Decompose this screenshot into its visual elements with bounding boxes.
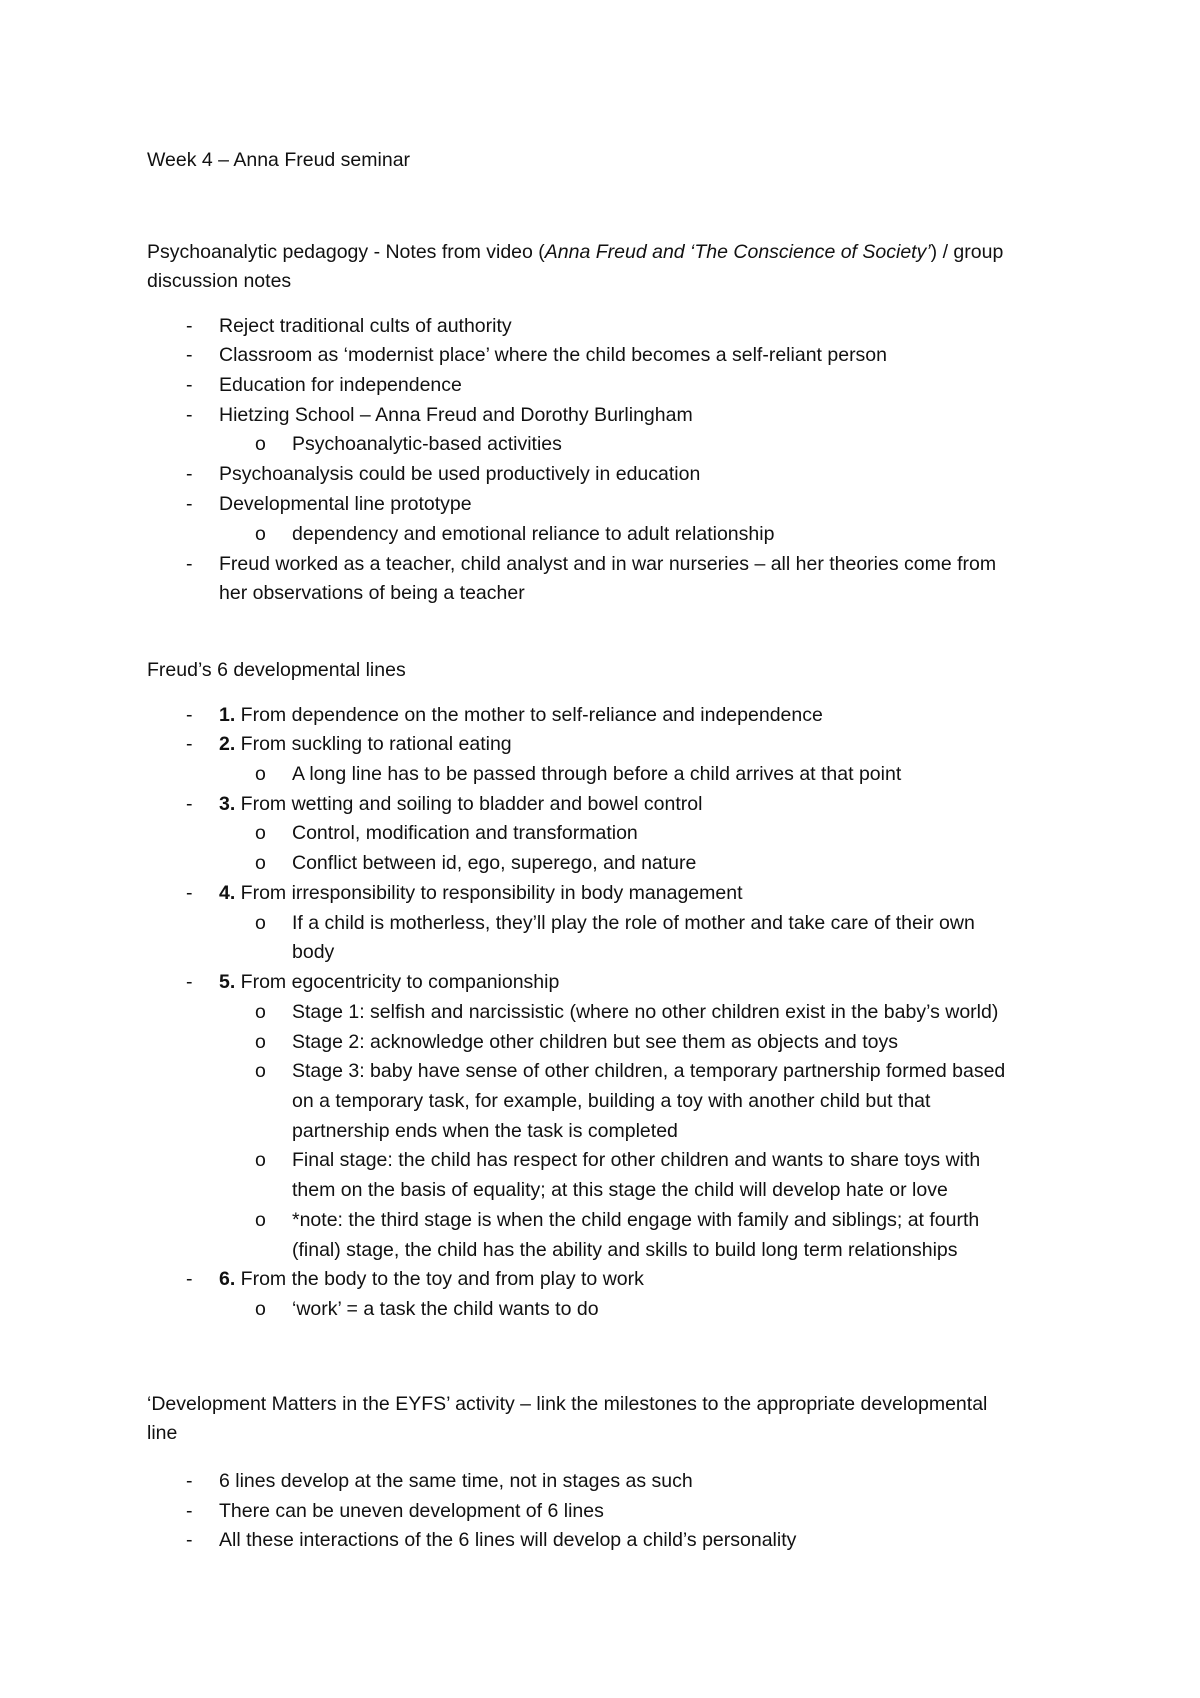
developmental-line-4 bbox=[219, 881, 743, 905]
sub-list-item: If a child is motherless, they’ll play the role of mother and take care of their own bbox=[292, 912, 975, 934]
list-item: 6 lines develop at the same time, not in stages as such bbox=[219, 1470, 693, 1492]
developmental-line-2 bbox=[219, 732, 512, 756]
circle-bullet: o bbox=[255, 433, 266, 455]
developmental-line-6 bbox=[219, 1267, 644, 1291]
list-item-continuation: her observations of being a teacher bbox=[219, 582, 525, 604]
list-item: Hietzing School – Anna Freud and Dorothy Burlingham bbox=[219, 404, 693, 426]
dash-bullet: - bbox=[186, 463, 193, 485]
line-text: From dependence on the mother to self-reliance and independence bbox=[235, 704, 823, 726]
list-item: There can be uneven development of 6 lines bbox=[219, 1500, 604, 1522]
section-heading-developmental-lines: Freud’s 6 developmental lines bbox=[147, 659, 406, 681]
section-heading-continuation: line bbox=[147, 1422, 178, 1444]
circle-bullet: o bbox=[255, 1001, 266, 1023]
section-heading-psychoanalytic-pedagogy bbox=[147, 240, 1003, 264]
dash-bullet: - bbox=[186, 793, 193, 815]
sub-list-item-continuation: body bbox=[292, 941, 335, 963]
dash-bullet: - bbox=[186, 315, 193, 337]
line-text: From wetting and soiling to bladder and bowel control bbox=[235, 793, 703, 815]
dash-bullet: - bbox=[186, 1268, 193, 1290]
line-number: 3. bbox=[219, 793, 236, 815]
list-item: Developmental line prototype bbox=[219, 493, 472, 515]
sub-list-item: ‘work’ = a task the child wants to do bbox=[292, 1298, 599, 1320]
circle-bullet: o bbox=[255, 1149, 266, 1171]
section-heading-development-matters: ‘Development Matters in the EYFS’ activity – link the milestones to the appropriate developmental bbox=[147, 1393, 988, 1415]
dash-bullet: - bbox=[186, 344, 193, 366]
list-item: Psychoanalysis could be used productively in education bbox=[219, 463, 701, 485]
line-number: 6. bbox=[219, 1268, 236, 1290]
developmental-line-3 bbox=[219, 792, 702, 816]
circle-bullet: o bbox=[255, 1209, 266, 1231]
dash-bullet: - bbox=[186, 1500, 193, 1522]
line-number: 2. bbox=[219, 733, 236, 755]
dash-bullet: - bbox=[186, 882, 193, 904]
sub-list-item-continuation: (final) stage, the child has the ability and skills to build long term relationships bbox=[292, 1239, 958, 1261]
sub-list-item: Stage 2: acknowledge other children but see them as objects and toys bbox=[292, 1031, 898, 1053]
line-text: From irresponsibility to responsibility in body management bbox=[235, 882, 743, 904]
circle-bullet: o bbox=[255, 523, 266, 545]
sub-list-item: *note: the third stage is when the child engage with family and siblings; at fourth bbox=[292, 1209, 980, 1231]
line-text: From suckling to rational eating bbox=[235, 733, 512, 755]
heading-text: Psychoanalytic pedagogy - Notes from video ( bbox=[147, 241, 545, 263]
section-heading-continuation: discussion notes bbox=[147, 270, 292, 292]
list-item: All these interactions of the 6 lines will develop a child’s personality bbox=[219, 1529, 797, 1551]
line-number: 5. bbox=[219, 971, 236, 993]
circle-bullet: o bbox=[255, 1060, 266, 1082]
dash-bullet: - bbox=[186, 971, 193, 993]
line-number: 1. bbox=[219, 704, 236, 726]
sub-list-item-continuation: them on the basis of equality; at this stage the child will develop hate or love bbox=[292, 1179, 948, 1201]
dash-bullet: - bbox=[186, 1470, 193, 1492]
developmental-line-5 bbox=[219, 970, 559, 994]
dash-bullet: - bbox=[186, 553, 193, 575]
line-text: From egocentricity to companionship bbox=[235, 971, 560, 993]
heading-text-end: ) / group bbox=[930, 241, 1004, 263]
developmental-line-1 bbox=[219, 703, 823, 727]
circle-bullet: o bbox=[255, 912, 266, 934]
sub-list-item: Control, modification and transformation bbox=[292, 822, 638, 844]
list-item: Freud worked as a teacher, child analyst and in war nurseries – all her theories come from bbox=[219, 553, 997, 575]
dash-bullet: - bbox=[186, 374, 193, 396]
video-title: Anna Freud and ‘The Conscience of Society’ bbox=[544, 241, 931, 263]
list-item: Education for independence bbox=[219, 374, 462, 396]
circle-bullet: o bbox=[255, 852, 266, 874]
sub-list-item: Conflict between id, ego, superego, and nature bbox=[292, 852, 697, 874]
circle-bullet: o bbox=[255, 1031, 266, 1053]
dash-bullet: - bbox=[186, 493, 193, 515]
line-number: 4. bbox=[219, 882, 236, 904]
sub-list-item: Stage 3: baby have sense of other children, a temporary partnership formed based bbox=[292, 1060, 1006, 1082]
sub-list-item: dependency and emotional reliance to adult relationship bbox=[292, 523, 775, 545]
dash-bullet: - bbox=[186, 1529, 193, 1551]
dash-bullet: - bbox=[186, 733, 193, 755]
sub-list-item: A long line has to be passed through before a child arrives at that point bbox=[292, 763, 902, 785]
sub-list-item-continuation: partnership ends when the task is completed bbox=[292, 1120, 678, 1142]
sub-list-item: Psychoanalytic-based activities bbox=[292, 433, 562, 455]
dash-bullet: - bbox=[186, 404, 193, 426]
list-item: Classroom as ‘modernist place’ where the child becomes a self-reliant person bbox=[219, 344, 887, 366]
page-title: Week 4 – Anna Freud seminar bbox=[147, 149, 411, 171]
line-text: From the body to the toy and from play to work bbox=[235, 1268, 644, 1290]
list-item: Reject traditional cults of authority bbox=[219, 315, 512, 337]
dash-bullet: - bbox=[186, 704, 193, 726]
sub-list-item-continuation: on a temporary task, for example, building a toy with another child but that bbox=[292, 1090, 931, 1112]
circle-bullet: o bbox=[255, 1298, 266, 1320]
sub-list-item: Stage 1: selfish and narcissistic (where no other children exist in the baby’s world) bbox=[292, 1001, 999, 1023]
circle-bullet: o bbox=[255, 763, 266, 785]
sub-list-item: Final stage: the child has respect for other children and wants to share toys with bbox=[292, 1149, 981, 1171]
circle-bullet: o bbox=[255, 822, 266, 844]
